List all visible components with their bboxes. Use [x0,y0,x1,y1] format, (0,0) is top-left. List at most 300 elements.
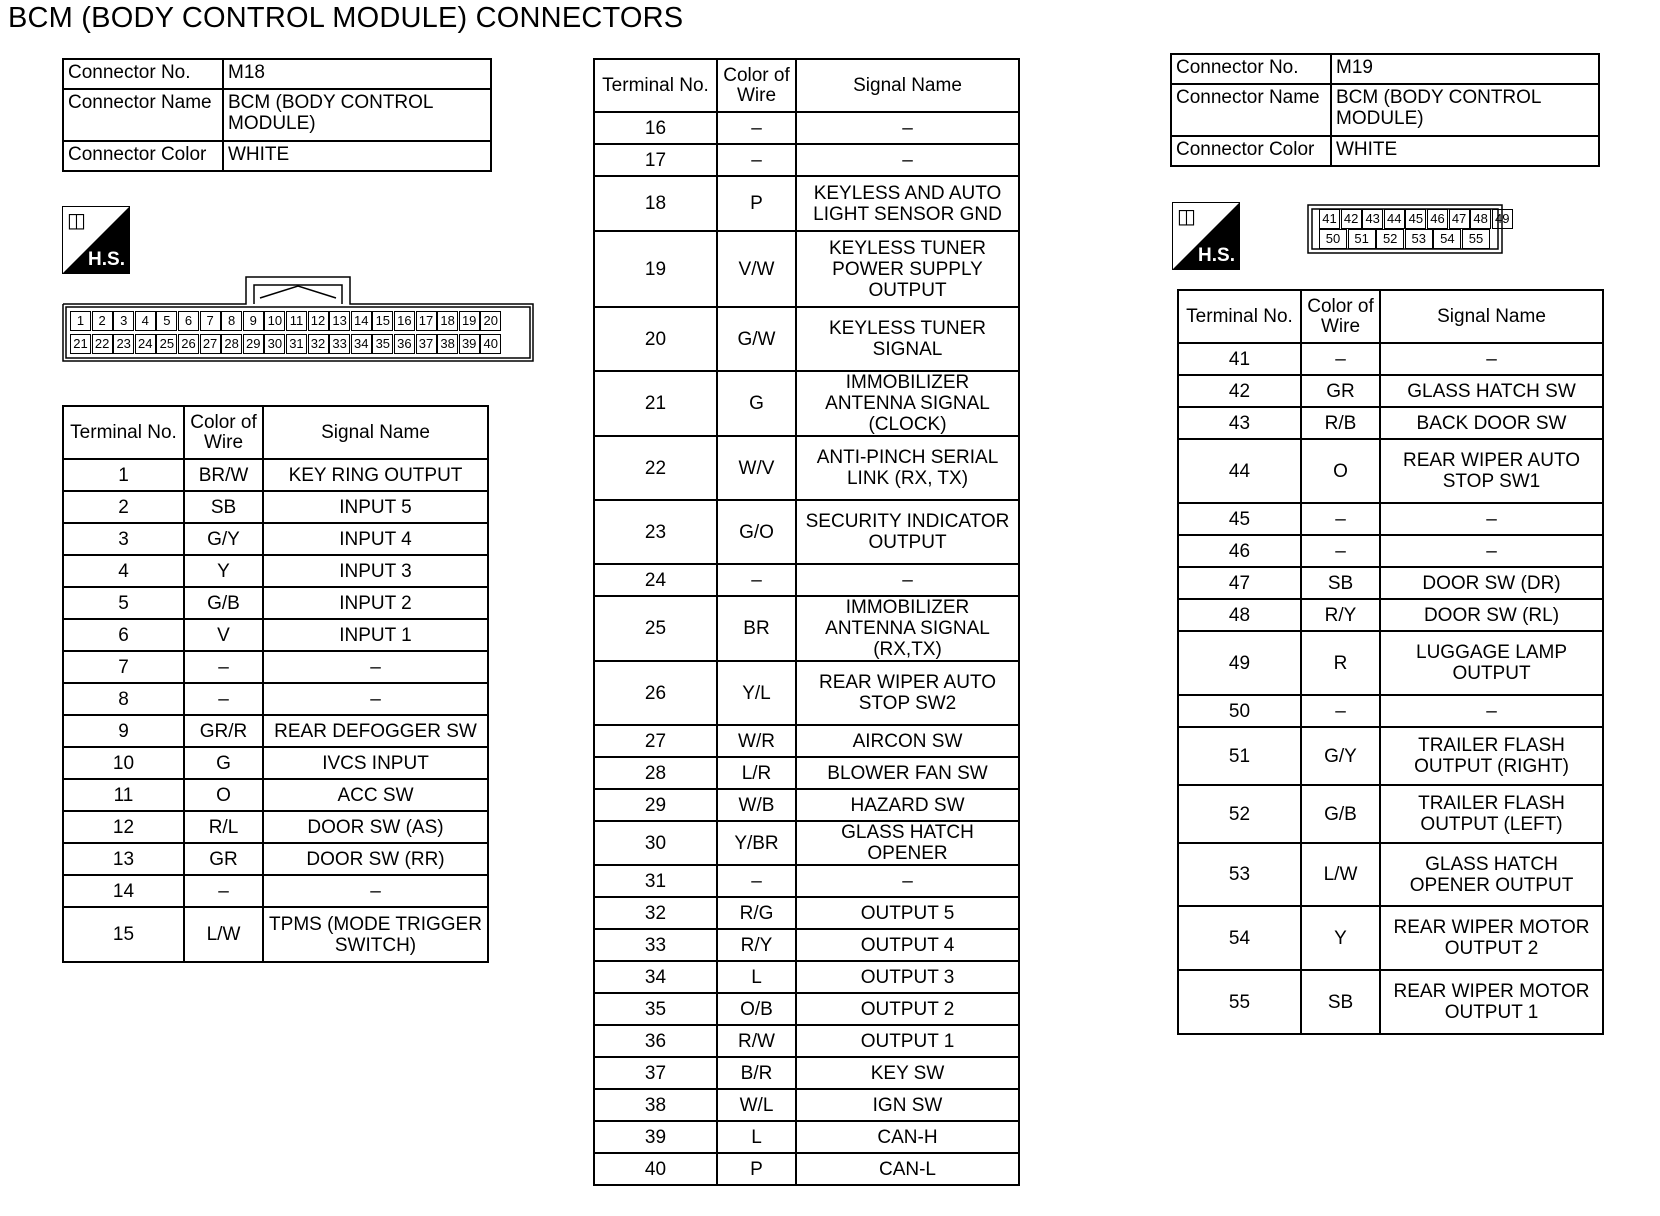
wire-color-cell: Y/BR [717,821,796,865]
terminal-no-cell: 35 [594,993,717,1025]
wire-color-cell: R [1301,631,1380,695]
terminal-no-cell: 8 [63,683,184,715]
connector-pin: 33 [329,334,350,354]
signal-name-cell: KEY RING OUTPUT [263,459,488,491]
m19-info-table [1170,53,1600,167]
table-row [1178,727,1603,785]
m19-terminal-table [1177,289,1604,1035]
terminal-no-cell: 54 [1178,906,1301,970]
terminal-no-cell: 27 [594,725,717,757]
connector-pin: 2 [92,311,113,331]
wire-color-cell: BR/W [184,459,263,491]
wire-color-cell: – [717,112,796,144]
terminal-no-cell: 33 [594,929,717,961]
wire-color-cell: G [717,371,796,436]
wire-color-cell: SB [184,491,263,523]
terminal-no-cell: 52 [1178,785,1301,843]
wire-color-cell: – [717,865,796,897]
connector-pin: 5 [156,311,177,331]
terminal-no-cell: 48 [1178,599,1301,631]
terminal-no-cell: 44 [1178,439,1301,503]
signal-name-cell: – [796,865,1019,897]
terminal-no-cell: 21 [594,371,717,436]
table-row [594,993,1019,1025]
signal-name-cell: TRAILER FLASH OUTPUT (LEFT) [1380,785,1603,843]
terminal-no-cell: 30 [594,821,717,865]
table-row [594,1089,1019,1121]
connector-pin: 6 [178,311,199,331]
terminal-no-cell: 12 [63,811,184,843]
wire-color-cell: GR [1301,375,1380,407]
signal-name-cell: REAR WIPER MOTOR OUTPUT 1 [1380,970,1603,1034]
table-row [594,1025,1019,1057]
table-row [594,371,1019,436]
connector-pin: 37 [416,334,437,354]
signal-name-cell: – [796,564,1019,596]
signal-name-cell: – [1380,503,1603,535]
wire-color-cell: O/B [717,993,796,1025]
connector-pin: 46 [1427,209,1448,229]
wire-color-cell: GR/R [184,715,263,747]
terminal-no-cell: 36 [594,1025,717,1057]
m18-info-table [62,58,492,172]
wire-color-cell: L/W [1301,843,1380,906]
table-row [63,875,488,907]
signal-name-cell: HAZARD SW [796,789,1019,821]
header-color-of-wire: Color of Wire [184,406,263,459]
wire-color-cell: Y/L [717,661,796,725]
connector-pin: 48 [1470,209,1491,229]
table-row [1178,631,1603,695]
m19-hs-badge [1172,202,1240,270]
wire-color-cell: GR [184,843,263,875]
m18-pin-row-bottom [70,334,502,354]
signal-name-cell: DOOR SW (DR) [1380,567,1603,599]
connector-pin: 43 [1362,209,1383,229]
terminal-no-cell: 10 [63,747,184,779]
terminal-no-cell: 9 [63,715,184,747]
table-row [594,865,1019,897]
terminal-no-cell: 19 [594,231,717,307]
table-row [63,523,488,555]
signal-name-cell: TRAILER FLASH OUTPUT (RIGHT) [1380,727,1603,785]
m18-connector-face [62,276,534,362]
connector-pin: 53 [1405,229,1433,249]
signal-name-cell: – [1380,695,1603,727]
connector-pin: 18 [437,311,458,331]
connector-pin: 45 [1405,209,1426,229]
signal-name-cell: KEYLESS AND AUTO LIGHT SENSOR GND [796,176,1019,231]
terminal-no-cell: 45 [1178,503,1301,535]
wire-color-cell: L/W [184,907,263,962]
terminal-no-cell: 11 [63,779,184,811]
terminal-no-cell: 31 [594,865,717,897]
table-row [1178,407,1603,439]
signal-name-cell: KEY SW [796,1057,1019,1089]
table-row [63,811,488,843]
terminal-no-cell: 7 [63,651,184,683]
signal-name-cell: SECURITY INDICATOR OUTPUT [796,500,1019,564]
connector-pin: 16 [394,311,415,331]
signal-name-cell: ANTI-PINCH SERIAL LINK (RX, TX) [796,436,1019,500]
signal-name-cell: OUTPUT 4 [796,929,1019,961]
connector-pin: 26 [178,334,199,354]
connector-pin: 19 [459,311,480,331]
terminal-no-cell: 14 [63,875,184,907]
terminal-no-cell: 5 [63,587,184,619]
connector-pin: 25 [156,334,177,354]
signal-name-cell: – [263,875,488,907]
m18-connector-no: M18 [223,59,491,89]
terminal-no-cell: 51 [1178,727,1301,785]
wire-color-cell: B/R [717,1057,796,1089]
header-signal-name: Signal Name [796,59,1019,112]
connector-pin: 23 [113,334,134,354]
terminal-no-cell: 4 [63,555,184,587]
table-row [594,961,1019,993]
connector-pin: 22 [92,334,113,354]
wire-color-cell: O [184,779,263,811]
table-row [594,564,1019,596]
signal-name-cell: KEYLESS TUNER POWER SUPPLY OUTPUT [796,231,1019,307]
connector-pin: 31 [286,334,307,354]
signal-name-cell: – [796,144,1019,176]
header-terminal-no: Terminal No. [63,406,184,459]
table-row [1178,695,1603,727]
table-row [1178,599,1603,631]
signal-name-cell: ACC SW [263,779,488,811]
wire-color-cell: – [184,875,263,907]
table-row [63,459,488,491]
signal-name-cell: CAN-H [796,1121,1019,1153]
wire-color-cell: W/V [717,436,796,500]
wire-color-cell: R/G [717,897,796,929]
table-row [63,907,488,962]
connector-pin: 13 [329,311,350,331]
signal-name-cell: INPUT 4 [263,523,488,555]
signal-name-cell: GLASS HATCH SW [1380,375,1603,407]
wire-color-cell: – [1301,535,1380,567]
wire-color-cell: G/B [1301,785,1380,843]
connector-pin: 49 [1492,209,1513,229]
connector-pin: 7 [200,311,221,331]
signal-name-cell: BACK DOOR SW [1380,407,1603,439]
signal-name-cell: INPUT 2 [263,587,488,619]
terminal-no-cell: 6 [63,619,184,651]
wire-color-cell: P [717,1153,796,1185]
table-row [594,1153,1019,1185]
header-terminal-no: Terminal No. [1178,290,1301,343]
connector-pin: 38 [437,334,458,354]
wire-color-cell: W/R [717,725,796,757]
wire-color-cell: – [717,144,796,176]
connector-pin: 15 [372,311,393,331]
terminal-no-cell: 32 [594,897,717,929]
table-row [594,500,1019,564]
terminal-no-cell: 25 [594,596,717,661]
wire-color-cell: G/W [717,307,796,371]
signal-name-cell: – [1380,343,1603,375]
connector-pin: 55 [1462,229,1490,249]
table-row [1178,535,1603,567]
signal-name-cell: REAR WIPER AUTO STOP SW2 [796,661,1019,725]
terminal-no-cell: 18 [594,176,717,231]
signal-name-cell: IMMOBILIZER ANTENNA SIGNAL (RX,TX) [796,596,1019,661]
wire-color-cell: O [1301,439,1380,503]
wire-color-cell: R/Y [717,929,796,961]
signal-name-cell: DOOR SW (RR) [263,843,488,875]
table-row [1178,785,1603,843]
wire-color-cell: G/Y [1301,727,1380,785]
connector-icon: ◫ [1177,206,1196,228]
signal-name-cell: INPUT 5 [263,491,488,523]
table-row [594,757,1019,789]
wire-color-cell: R/L [184,811,263,843]
wire-color-cell: W/L [717,1089,796,1121]
table-row [594,307,1019,371]
label-connector-name: Connector Name [1171,84,1331,136]
table-row [594,176,1019,231]
label-connector-no: Connector No. [63,59,223,89]
signal-name-cell: AIRCON SW [796,725,1019,757]
signal-name-cell: IVCS INPUT [263,747,488,779]
hs-label: H.S. [88,249,125,270]
table-row [594,112,1019,144]
table-row [594,897,1019,929]
table-row [63,779,488,811]
wire-color-cell: – [1301,695,1380,727]
connector-pin: 1 [70,311,91,331]
wire-color-cell: R/Y [1301,599,1380,631]
signal-name-cell: OUTPUT 2 [796,993,1019,1025]
terminal-no-cell: 23 [594,500,717,564]
terminal-no-cell: 53 [1178,843,1301,906]
table-row [594,596,1019,661]
table-row [1178,906,1603,970]
table-row [63,651,488,683]
signal-name-cell: IMMOBILIZER ANTENNA SIGNAL (CLOCK) [796,371,1019,436]
table-row [594,1121,1019,1153]
m18-pin-row-top [70,311,502,331]
signal-name-cell: DOOR SW (RL) [1380,599,1603,631]
table-row [1178,503,1603,535]
m19-connector-name: BCM (BODY CONTROL MODULE) [1331,84,1599,136]
wire-color-cell: SB [1301,970,1380,1034]
table-row [1178,567,1603,599]
connector-pin: 36 [394,334,415,354]
terminal-no-cell: 15 [63,907,184,962]
table-row [63,555,488,587]
label-connector-no: Connector No. [1171,54,1331,84]
table-row [63,491,488,523]
terminal-no-cell: 39 [594,1121,717,1153]
connector-pin: 41 [1319,209,1340,229]
terminal-no-cell: 40 [594,1153,717,1185]
terminal-no-cell: 50 [1178,695,1301,727]
terminal-no-cell: 42 [1178,375,1301,407]
wire-color-cell: W/B [717,789,796,821]
wire-color-cell: SB [1301,567,1380,599]
m18-terminal-table-2 [593,58,1020,1186]
table-row [63,715,488,747]
wire-color-cell: L/R [717,757,796,789]
wire-color-cell: L [717,1121,796,1153]
header-signal-name: Signal Name [1380,290,1603,343]
connector-pin: 42 [1341,209,1362,229]
terminal-no-cell: 34 [594,961,717,993]
label-connector-color: Connector Color [1171,136,1331,166]
terminal-no-cell: 29 [594,789,717,821]
wire-color-cell: – [184,683,263,715]
table-row [594,661,1019,725]
wire-color-cell: Y [1301,906,1380,970]
terminal-no-cell: 16 [594,112,717,144]
signal-name-cell: REAR WIPER MOTOR OUTPUT 2 [1380,906,1603,970]
connector-pin: 14 [351,311,372,331]
table-row [63,843,488,875]
terminal-no-cell: 38 [594,1089,717,1121]
table-row [594,1057,1019,1089]
terminal-no-cell: 2 [63,491,184,523]
connector-pin: 9 [243,311,264,331]
hs-label: H.S. [1198,245,1235,266]
wire-color-cell: R/B [1301,407,1380,439]
terminal-no-cell: 13 [63,843,184,875]
signal-name-cell: BLOWER FAN SW [796,757,1019,789]
m18-connector-color: WHITE [223,141,491,171]
table-row [1178,343,1603,375]
connector-pin: 50 [1319,229,1347,249]
connector-pin: 3 [113,311,134,331]
header-terminal-no: Terminal No. [594,59,717,112]
terminal-no-cell: 26 [594,661,717,725]
table-row [63,587,488,619]
signal-name-cell: LUGGAGE LAMP OUTPUT [1380,631,1603,695]
connector-pin: 11 [286,311,307,331]
connector-icon: ◫ [67,210,86,232]
signal-name-cell: IGN SW [796,1089,1019,1121]
signal-name-cell: CAN-L [796,1153,1019,1185]
connector-pin: 39 [459,334,480,354]
wire-color-cell: BR [717,596,796,661]
terminal-no-cell: 55 [1178,970,1301,1034]
table-row [1178,843,1603,906]
wire-color-cell: P [717,176,796,231]
m18-hs-badge [62,206,130,274]
connector-pin: 21 [70,334,91,354]
connector-pin: 10 [264,311,285,331]
connector-pin: 30 [264,334,285,354]
table-row [594,231,1019,307]
table-row [594,789,1019,821]
terminal-no-cell: 3 [63,523,184,555]
terminal-no-cell: 1 [63,459,184,491]
connector-pin: 17 [416,311,437,331]
table-row [1178,375,1603,407]
terminal-no-cell: 22 [594,436,717,500]
wire-color-cell: V [184,619,263,651]
wire-color-cell: G/Y [184,523,263,555]
label-connector-color: Connector Color [63,141,223,171]
table-row [63,619,488,651]
wire-color-cell: – [184,651,263,683]
m18-connector-name: BCM (BODY CONTROL MODULE) [223,89,491,141]
table-row [594,725,1019,757]
header-color-of-wire: Color of Wire [1301,290,1380,343]
wire-color-cell: – [717,564,796,596]
connector-pin: 35 [372,334,393,354]
table-row [1178,970,1603,1034]
connector-pin: 32 [308,334,329,354]
signal-name-cell: KEYLESS TUNER SIGNAL [796,307,1019,371]
terminal-no-cell: 43 [1178,407,1301,439]
connector-pin: 29 [243,334,264,354]
wire-color-cell: Y [184,555,263,587]
connector-pin: 4 [135,311,156,331]
signal-name-cell: DOOR SW (AS) [263,811,488,843]
wire-color-cell: R/W [717,1025,796,1057]
signal-name-cell: – [263,651,488,683]
signal-name-cell: GLASS HATCH OPENER [796,821,1019,865]
wire-color-cell: L [717,961,796,993]
terminal-no-cell: 49 [1178,631,1301,695]
table-row [63,683,488,715]
connector-pin: 52 [1376,229,1404,249]
header-color-of-wire: Color of Wire [717,59,796,112]
signal-name-cell: – [263,683,488,715]
m18-terminal-table-1 [62,405,489,963]
table-row [594,144,1019,176]
m19-connector-no: M19 [1331,54,1599,84]
signal-name-cell: REAR WIPER AUTO STOP SW1 [1380,439,1603,503]
connector-pin: 24 [135,334,156,354]
wire-color-cell: G/B [184,587,263,619]
table-row [594,821,1019,865]
terminal-no-cell: 41 [1178,343,1301,375]
connector-pin: 44 [1384,209,1405,229]
terminal-no-cell: 28 [594,757,717,789]
m19-connector-color: WHITE [1331,136,1599,166]
wire-color-cell: V/W [717,231,796,307]
terminal-no-cell: 17 [594,144,717,176]
wire-color-cell: G/O [717,500,796,564]
connector-pin: 54 [1433,229,1461,249]
header-signal-name: Signal Name [263,406,488,459]
wire-color-cell: G [184,747,263,779]
wire-color-cell: – [1301,503,1380,535]
connector-pin: 51 [1348,229,1376,249]
m19-pin-row-top [1319,209,1513,229]
terminal-no-cell: 24 [594,564,717,596]
signal-name-cell: TPMS (MODE TRIGGER SWITCH) [263,907,488,962]
connector-pin: 40 [480,334,501,354]
m19-connector-face [1307,204,1510,254]
signal-name-cell: OUTPUT 1 [796,1025,1019,1057]
signal-name-cell: INPUT 3 [263,555,488,587]
connector-pin: 27 [200,334,221,354]
table-row [594,929,1019,961]
m19-pin-row-bottom [1319,229,1491,249]
table-row [1178,439,1603,503]
signal-name-cell: – [1380,535,1603,567]
connector-pin: 8 [221,311,242,331]
connector-pin: 47 [1449,209,1470,229]
connector-pin: 20 [480,311,501,331]
signal-name-cell: – [796,112,1019,144]
table-row [63,747,488,779]
terminal-no-cell: 37 [594,1057,717,1089]
signal-name-cell: OUTPUT 3 [796,961,1019,993]
